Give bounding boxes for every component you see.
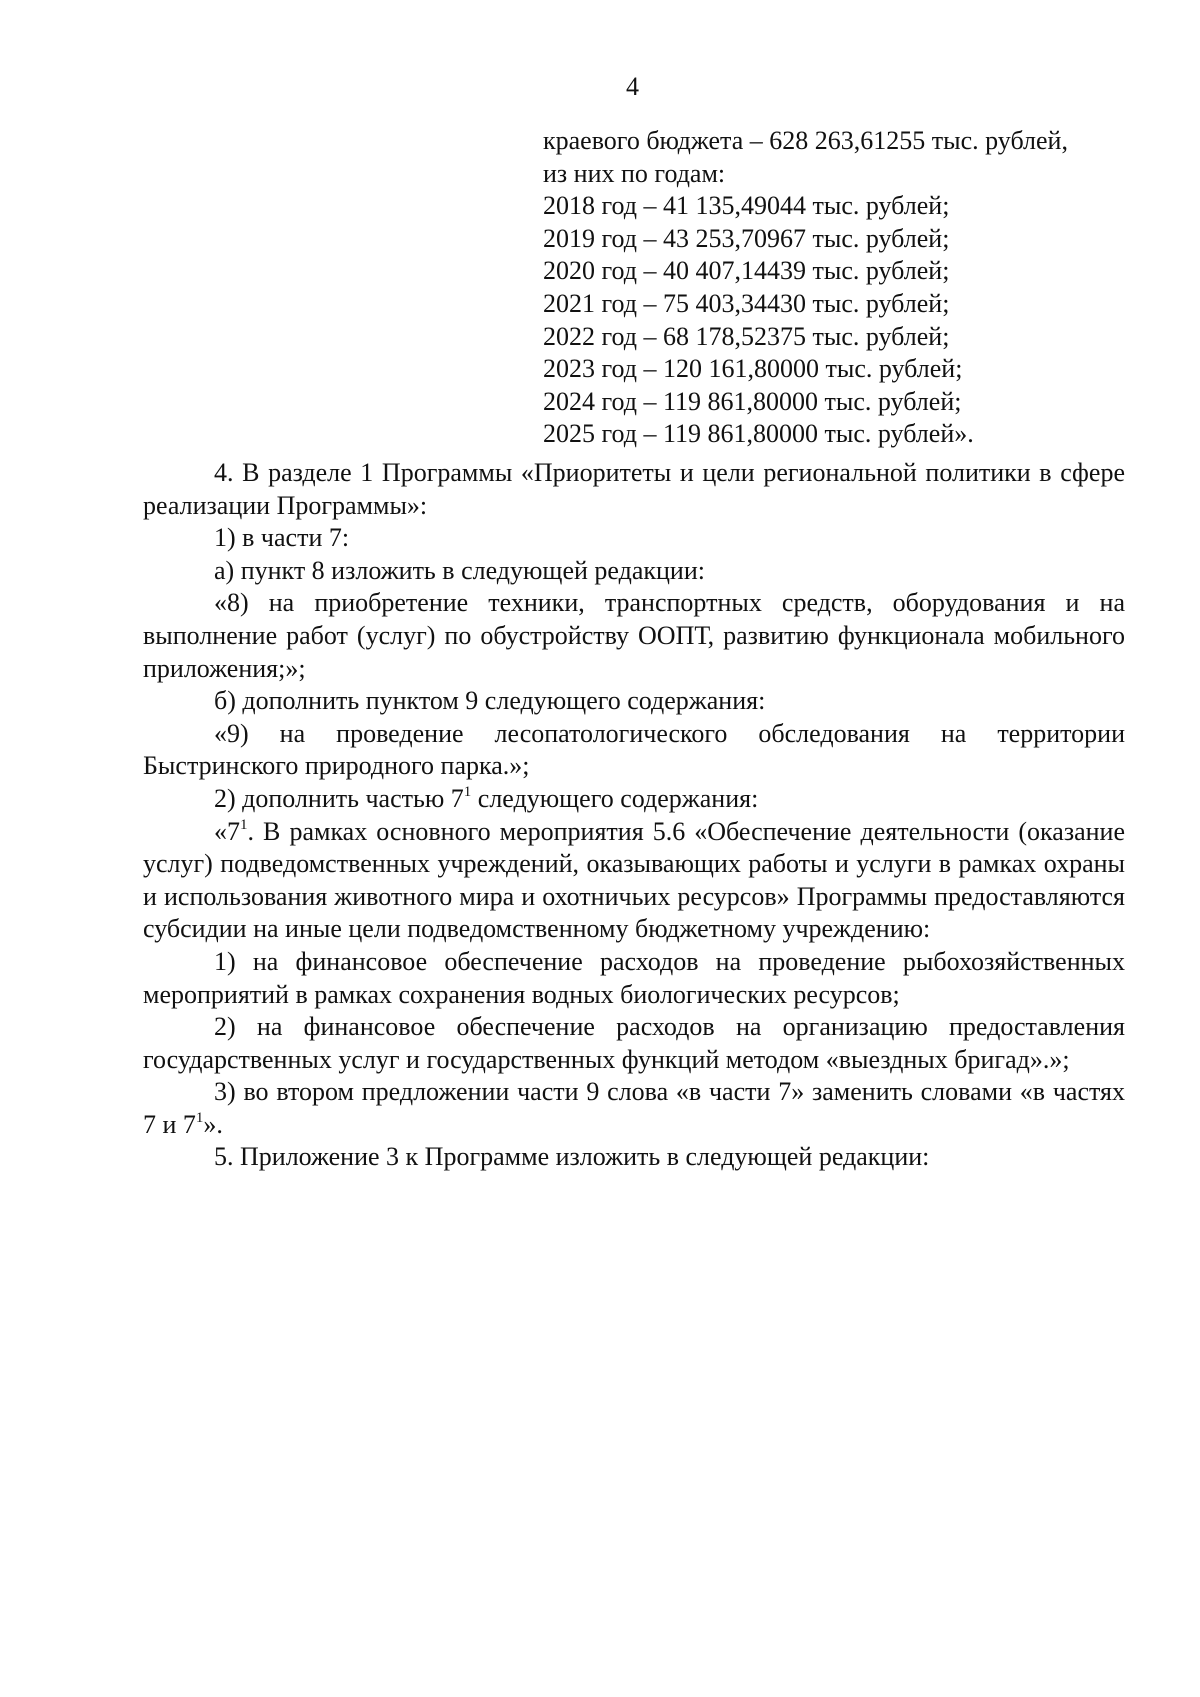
superscript-one: 1 [240,816,248,833]
budget-year-2024: 2024 год – 119 861,80000 тыс. рублей; [543,386,962,416]
budget-intro-line: из них по годам: [543,158,726,188]
superscript-one: 1 [195,1109,204,1126]
paragraph-item-2 [143,783,1125,816]
paragraph-subsidy-2: 2) на финансовое обеспечение расходов на организацию предоставления государственных услуг и государственных функций методом «выездных бригад».»; [143,1012,1125,1074]
budget-year-2018: 2018 год – 41 135,49044 тыс. рублей; [543,191,950,221]
budget-year-2019: 2019 год – 43 253,70967 тыс. рублей; [543,223,950,253]
document-body [143,457,1125,1174]
budget-year-2022: 2022 год – 68 178,52375 тыс. рублей; [543,321,950,351]
budget-year-2025: 2025 год – 119 861,80000 тыс. рублей». [543,419,974,449]
paragraph-item-2-text-after: следующего содержания: [471,783,759,813]
paragraph-section-4: 4. В разделе 1 Программы «Приоритеты и цели региональной политики в сфере реализации Программы»: [143,458,1125,520]
paragraph-item-3-text-before: 3) во втором предложении части 9 слова «в части 7» заменить словами «в частях 7 и 7 [143,1077,1125,1139]
paragraph-point-8: «8) на приобретение техники, транспортных средств, оборудования и на выполнение работ (услуг) по обустройству ООПТ, развитию функционала мобильного приложения;»; [143,588,1125,683]
budget-total-line: краевого бюджета – 628 263,61255 тыс. рублей, [543,126,1068,155]
paragraph-part-7-1-text-before: «7 [214,816,240,846]
budget-block [543,125,1143,451]
page-number: 4 [626,72,639,101]
budget-year-2021: 2021 год – 75 403,34430 тыс. рублей; [543,288,950,318]
paragraph-item-1: 1) в части 7: [214,523,350,553]
paragraph-section-5: 5. Приложение 3 к Программе изложить в следующей редакции: [214,1142,930,1172]
budget-year-2023: 2023 год – 120 161,80000 тыс. рублей; [543,354,963,384]
paragraph-item-b: б) дополнить пунктом 9 следующего содержания: [214,686,766,716]
paragraph-item-3 [143,1076,1125,1141]
budget-year-2020: 2020 год – 40 407,14439 тыс. рублей; [543,256,950,286]
paragraph-subsidy-1: 1) на финансовое обеспечение расходов на проведение рыбохозяйственных мероприятий в рамках сохранения водных биологических ресурсов; [143,946,1125,1009]
paragraph-item-3-text-after: ». [203,1109,223,1139]
paragraph-item-2-text-before: 2) дополнить частью 7 [214,783,464,813]
paragraph-item-a: а) пункт 8 изложить в следующей редакции: [214,555,705,585]
paragraph-point-9: «9) на проведение лесопатологического обследования на территории Быстринского природного парка.»; [143,718,1125,781]
paragraph-part-7-1 [143,816,1125,946]
paragraph-part-7-1-text-after: . В рамках основного мероприятия 5.6 «Обеспечение деятельности (оказание услуг) подведомственных учреждений, оказывающих работы и услуги в рамках охраны и использования животного мира и охотничьих ресурсов» Программы предоставляются субсидии на иные цели подведомственному бюджетному учреждению: [143,816,1125,944]
superscript-one: 1 [463,783,472,800]
